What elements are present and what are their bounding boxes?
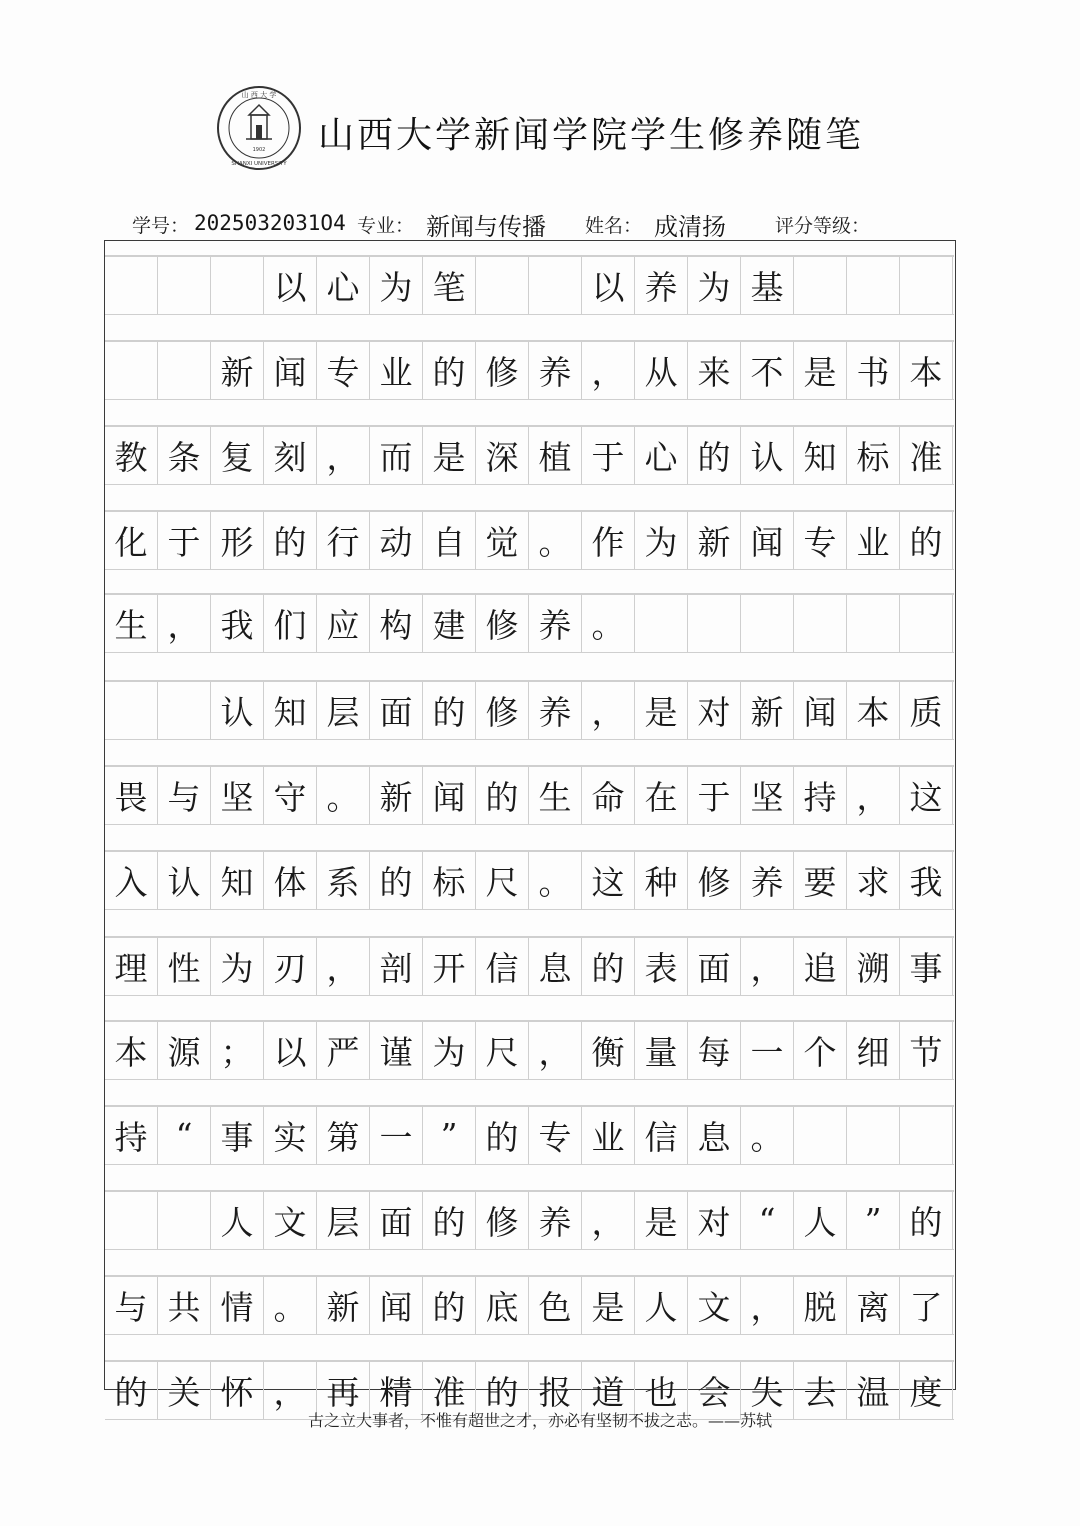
grid-cell: “ xyxy=(741,1191,794,1249)
grid-cell: 失 xyxy=(741,1361,794,1419)
grid-cell: 离 xyxy=(847,1276,900,1334)
grid-cell: 色 xyxy=(529,1276,582,1334)
grid-cell xyxy=(900,594,953,652)
grid-cell: 是 xyxy=(794,341,847,399)
grid-cell: 心 xyxy=(317,256,370,314)
essay-line xyxy=(105,511,954,570)
grid-cell: 人 xyxy=(211,1191,264,1249)
grid-cell: ， xyxy=(741,1276,794,1334)
essay-line xyxy=(105,766,954,825)
grid-cell: 新 xyxy=(370,766,423,824)
grid-cell: ， xyxy=(158,594,211,652)
grid-cell: 会 xyxy=(688,1361,741,1419)
grid-cell: 了 xyxy=(900,1276,953,1334)
grid-cell: 应 xyxy=(317,594,370,652)
grid-cell: 养 xyxy=(529,594,582,652)
grid-cell: 自 xyxy=(423,511,476,569)
grid-cell: 息 xyxy=(688,1106,741,1164)
grid-cell: 认 xyxy=(741,426,794,484)
grid-cell: 表 xyxy=(635,937,688,995)
grid-cell: 新 xyxy=(317,1276,370,1334)
grid-cell: 是 xyxy=(423,426,476,484)
seal-year: 1902 xyxy=(252,147,266,153)
grid-cell: 的 xyxy=(423,341,476,399)
grid-cell: 刻 xyxy=(264,426,317,484)
grid-cell: 这 xyxy=(900,766,953,824)
grid-cell: 的 xyxy=(900,1191,953,1249)
grid-cell: 专 xyxy=(794,511,847,569)
grid-cell: 准 xyxy=(900,426,953,484)
grid-cell: 们 xyxy=(264,594,317,652)
grid-cell: 养 xyxy=(635,256,688,314)
essay-line xyxy=(105,426,954,485)
grid-cell: 来 xyxy=(688,341,741,399)
grid-cell: 再 xyxy=(317,1361,370,1419)
grid-cell: 持 xyxy=(105,1106,158,1164)
grid-cell: 基 xyxy=(741,256,794,314)
grid-cell: 业 xyxy=(582,1106,635,1164)
grid-cell: 人 xyxy=(635,1276,688,1334)
grid-cell: 。 xyxy=(264,1276,317,1334)
grid-cell: 质 xyxy=(900,681,953,739)
major-label: 专业： xyxy=(357,215,415,237)
grid-cell: 教 xyxy=(105,426,158,484)
grid-cell: 深 xyxy=(476,426,529,484)
grid-cell xyxy=(158,1191,211,1249)
grid-cell: 的 xyxy=(423,681,476,739)
essay-line xyxy=(105,1106,954,1165)
grid-cell: 的 xyxy=(900,511,953,569)
grid-cell: ， xyxy=(264,1361,317,1419)
page-header xyxy=(0,85,1080,185)
grid-cell: 在 xyxy=(635,766,688,824)
grid-cell: 信 xyxy=(635,1106,688,1164)
grid-cell: 为 xyxy=(211,937,264,995)
grid-cell: 的 xyxy=(476,1361,529,1419)
footer-quote: 古之立大事者，不惟有超世之才，亦必有坚韧不拔之志。——苏轼 xyxy=(307,1411,772,1430)
grid-cell: 闻 xyxy=(794,681,847,739)
grid-cell: 体 xyxy=(264,851,317,909)
grid-cell: 节 xyxy=(900,1021,953,1079)
grid-cell: 是 xyxy=(582,1276,635,1334)
seal-bottom-text: SHANXI UNIVERSITY xyxy=(231,161,287,167)
grid-cell xyxy=(529,256,582,314)
grid-cell: ， xyxy=(317,937,370,995)
grid-cell: 谨 xyxy=(370,1021,423,1079)
grid-cell: 衡 xyxy=(582,1021,635,1079)
grid-cell: 第 xyxy=(317,1106,370,1164)
name-value: 成清扬 xyxy=(654,213,726,241)
grid-cell: 为 xyxy=(370,256,423,314)
grid-cell: 的 xyxy=(476,766,529,824)
grid-cell xyxy=(794,256,847,314)
grid-cell: 行 xyxy=(317,511,370,569)
grid-cell: 底 xyxy=(476,1276,529,1334)
grid-cell: 修 xyxy=(688,851,741,909)
grid-cell: 系 xyxy=(317,851,370,909)
grid-cell: 入 xyxy=(105,851,158,909)
grid-cell: 一 xyxy=(741,1021,794,1079)
grid-cell: 于 xyxy=(688,766,741,824)
grid-cell: 实 xyxy=(264,1106,317,1164)
grid-cell: 我 xyxy=(211,594,264,652)
grid-cell: 以 xyxy=(264,256,317,314)
grid-cell: 新 xyxy=(688,511,741,569)
grid-cell xyxy=(900,256,953,314)
grid-cell: ； xyxy=(211,1021,264,1079)
grid-cell: 。 xyxy=(582,594,635,652)
grid-cell: 认 xyxy=(158,851,211,909)
grid-cell: 的 xyxy=(582,937,635,995)
grid-cell: 准 xyxy=(423,1361,476,1419)
grid-cell: 报 xyxy=(529,1361,582,1419)
grid-cell: 的 xyxy=(105,1361,158,1419)
grid-cell xyxy=(900,1106,953,1164)
grid-cell xyxy=(105,681,158,739)
grade-label: 评分等级： xyxy=(775,215,871,237)
grid-cell: 我 xyxy=(900,851,953,909)
grid-cell: 溯 xyxy=(847,937,900,995)
grid-cell: 面 xyxy=(688,937,741,995)
document-title: 山西大学新闻学院学生修养随笔 xyxy=(318,115,865,156)
grid-cell: ， xyxy=(529,1021,582,1079)
student-id-value: 2025032031O4 xyxy=(194,211,346,235)
grid-cell: 业 xyxy=(847,511,900,569)
grid-cell xyxy=(847,594,900,652)
grid-cell: 事 xyxy=(211,1106,264,1164)
grid-cell xyxy=(847,256,900,314)
grid-cell: 文 xyxy=(264,1191,317,1249)
essay-line xyxy=(105,1021,954,1080)
grid-cell: 守 xyxy=(264,766,317,824)
grid-cell: 共 xyxy=(158,1276,211,1334)
grid-cell: 道 xyxy=(582,1361,635,1419)
student-id-label: 学号： xyxy=(132,215,190,237)
grid-cell: ” xyxy=(423,1106,476,1164)
grid-cell: 与 xyxy=(105,1276,158,1334)
grid-cell: 理 xyxy=(105,937,158,995)
grid-cell xyxy=(741,594,794,652)
grid-cell: 新 xyxy=(741,681,794,739)
grid-cell: 面 xyxy=(370,681,423,739)
grid-cell: 从 xyxy=(635,341,688,399)
grid-cell: 复 xyxy=(211,426,264,484)
grid-cell: ， xyxy=(847,766,900,824)
grid-cell: 生 xyxy=(105,594,158,652)
grid-cell: ” xyxy=(847,1191,900,1249)
grid-cell: 开 xyxy=(423,937,476,995)
grid-cell: ， xyxy=(317,426,370,484)
grid-cell: 修 xyxy=(476,681,529,739)
grid-cell xyxy=(211,256,264,314)
grid-cell: 每 xyxy=(688,1021,741,1079)
grid-cell: 建 xyxy=(423,594,476,652)
grid-cell: 新 xyxy=(211,341,264,399)
grid-cell: 息 xyxy=(529,937,582,995)
grid-cell: 量 xyxy=(635,1021,688,1079)
grid-cell: 闻 xyxy=(423,766,476,824)
grid-cell: 本 xyxy=(900,341,953,399)
grid-cell: 以 xyxy=(582,256,635,314)
grid-cell: 知 xyxy=(211,851,264,909)
grid-cell: 作 xyxy=(582,511,635,569)
grid-cell: 追 xyxy=(794,937,847,995)
grid-cell: 去 xyxy=(794,1361,847,1419)
grid-cell: 笔 xyxy=(423,256,476,314)
grid-cell: 。 xyxy=(529,851,582,909)
grid-cell: 的 xyxy=(688,426,741,484)
grid-cell: 的 xyxy=(264,511,317,569)
grid-cell: 事 xyxy=(900,937,953,995)
grid-cell xyxy=(794,1106,847,1164)
grid-cell: 养 xyxy=(741,851,794,909)
grid-cell: 持 xyxy=(794,766,847,824)
grid-cell: 对 xyxy=(688,1191,741,1249)
name-label: 姓名： xyxy=(585,215,643,237)
grid-cell: 坚 xyxy=(741,766,794,824)
essay-line xyxy=(105,341,954,400)
grid-cell xyxy=(847,1106,900,1164)
essay-title-row xyxy=(105,256,954,315)
grid-cell xyxy=(635,594,688,652)
grid-cell: 形 xyxy=(211,511,264,569)
grid-cell: 专 xyxy=(317,341,370,399)
seal-top-text: 山 西 大 学 xyxy=(241,91,277,99)
grid-cell: 养 xyxy=(529,341,582,399)
grid-cell: 本 xyxy=(847,681,900,739)
grid-cell: 以 xyxy=(264,1021,317,1079)
grid-cell: 知 xyxy=(264,681,317,739)
grid-cell: 修 xyxy=(476,594,529,652)
grid-cell: 业 xyxy=(370,341,423,399)
grid-cell: 层 xyxy=(317,681,370,739)
grid-cell: 植 xyxy=(529,426,582,484)
grid-cell: 书 xyxy=(847,341,900,399)
writing-grid xyxy=(104,240,956,1412)
grid-cell: 对 xyxy=(688,681,741,739)
grid-cell: 剖 xyxy=(370,937,423,995)
grid-cell: 是 xyxy=(635,681,688,739)
grid-cell: 人 xyxy=(794,1191,847,1249)
grid-cell: 源 xyxy=(158,1021,211,1079)
grid-cell: 化 xyxy=(105,511,158,569)
grid-cell: 一 xyxy=(370,1106,423,1164)
grid-cell xyxy=(158,341,211,399)
grid-cell: 闻 xyxy=(370,1276,423,1334)
grid-cell: 温 xyxy=(847,1361,900,1419)
grid-cell: 的 xyxy=(370,851,423,909)
grid-cell: 尺 xyxy=(476,1021,529,1079)
grid-cell: 个 xyxy=(794,1021,847,1079)
grid-cell: 关 xyxy=(158,1361,211,1419)
grid-cell: 命 xyxy=(582,766,635,824)
grid-cell: 。 xyxy=(529,511,582,569)
grid-cell xyxy=(158,681,211,739)
grid-cell xyxy=(105,256,158,314)
grid-cell: 度 xyxy=(900,1361,953,1419)
grid-cell: 情 xyxy=(211,1276,264,1334)
grid-cell: 坚 xyxy=(211,766,264,824)
grid-cell: 心 xyxy=(635,426,688,484)
essay-line xyxy=(105,1276,954,1335)
essay-line xyxy=(105,681,954,740)
grid-cell: 为 xyxy=(688,256,741,314)
grid-cell: 修 xyxy=(476,1191,529,1249)
grid-cell xyxy=(794,594,847,652)
grid-cell: 脱 xyxy=(794,1276,847,1334)
grid-cell xyxy=(105,341,158,399)
grid-cell: 觉 xyxy=(476,511,529,569)
essay-line xyxy=(105,594,954,653)
grid-cell: 种 xyxy=(635,851,688,909)
essay-line xyxy=(105,937,954,996)
grid-cell: 构 xyxy=(370,594,423,652)
grid-cell: 的 xyxy=(423,1276,476,1334)
grid-cell: 。 xyxy=(741,1106,794,1164)
grid-cell: 尺 xyxy=(476,851,529,909)
grid-cell: 层 xyxy=(317,1191,370,1249)
grid-cell: 标 xyxy=(847,426,900,484)
grid-cell: 生 xyxy=(529,766,582,824)
grid-cell: 修 xyxy=(476,341,529,399)
grid-cell: 性 xyxy=(158,937,211,995)
grid-cell: ， xyxy=(582,341,635,399)
grid-cell: 本 xyxy=(105,1021,158,1079)
grid-cell: 精 xyxy=(370,1361,423,1419)
student-info-row xyxy=(132,207,932,243)
grid-cell: 动 xyxy=(370,511,423,569)
grid-cell: 严 xyxy=(317,1021,370,1079)
grid-cell: 条 xyxy=(158,426,211,484)
grid-cell: 怀 xyxy=(211,1361,264,1419)
grid-cell xyxy=(688,594,741,652)
grid-cell: 闻 xyxy=(741,511,794,569)
grid-cell: 于 xyxy=(158,511,211,569)
grid-cell: 标 xyxy=(423,851,476,909)
grid-cell: ， xyxy=(582,681,635,739)
grid-cell: 信 xyxy=(476,937,529,995)
essay-line xyxy=(105,851,954,910)
grid-cell: 不 xyxy=(741,341,794,399)
grid-cell: 刃 xyxy=(264,937,317,995)
grid-cell: ， xyxy=(582,1191,635,1249)
grid-cell: ， xyxy=(741,937,794,995)
grid-cell: 这 xyxy=(582,851,635,909)
grid-cell: 求 xyxy=(847,851,900,909)
grid-cell: 专 xyxy=(529,1106,582,1164)
grid-cell: 的 xyxy=(423,1191,476,1249)
grid-cell: 要 xyxy=(794,851,847,909)
grid-cell: 为 xyxy=(423,1021,476,1079)
grid-cell: 是 xyxy=(635,1191,688,1249)
essay-line xyxy=(105,1191,954,1250)
grid-cell: “ xyxy=(158,1106,211,1164)
grid-cell: 于 xyxy=(582,426,635,484)
grid-cell xyxy=(476,256,529,314)
grid-cell: 养 xyxy=(529,681,582,739)
grid-cell: 文 xyxy=(688,1276,741,1334)
grid-cell: 畏 xyxy=(105,766,158,824)
grid-cell xyxy=(158,256,211,314)
grid-cell xyxy=(105,1191,158,1249)
grid-cell: 的 xyxy=(476,1106,529,1164)
grid-cell: 。 xyxy=(317,766,370,824)
grid-cell: 为 xyxy=(635,511,688,569)
grid-cell: 养 xyxy=(529,1191,582,1249)
grid-cell: 而 xyxy=(370,426,423,484)
grid-cell: 闻 xyxy=(264,341,317,399)
grid-cell: 知 xyxy=(794,426,847,484)
grid-cell: 认 xyxy=(211,681,264,739)
grid-cell: 与 xyxy=(158,766,211,824)
grid-cell: 细 xyxy=(847,1021,900,1079)
grid-cell: 也 xyxy=(635,1361,688,1419)
major-value: 新闻与传播 xyxy=(426,213,546,241)
grid-cell: 面 xyxy=(370,1191,423,1249)
university-seal-logo xyxy=(216,85,302,171)
